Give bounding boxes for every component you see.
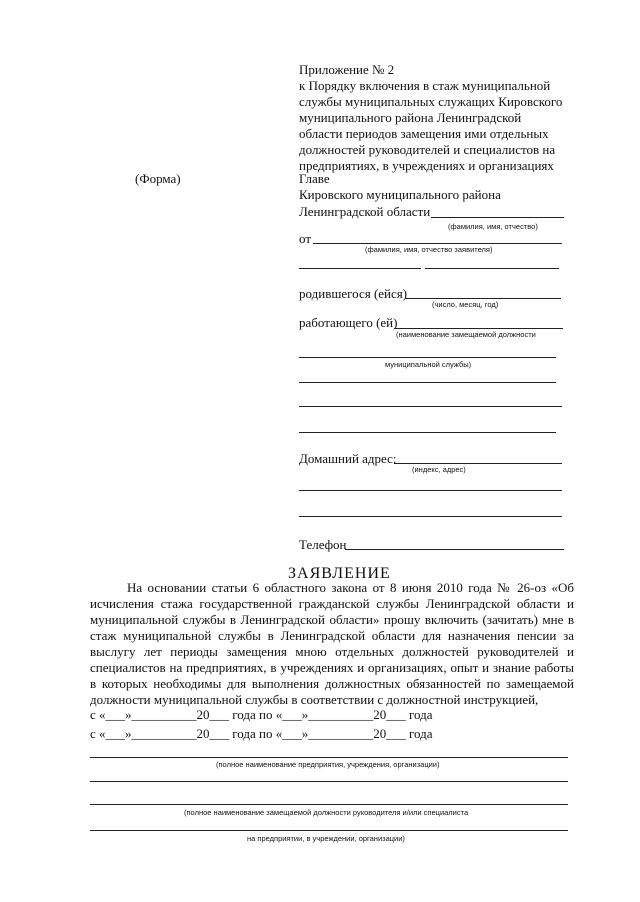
form-label: (Форма) bbox=[135, 171, 181, 186]
appendix-line: к Порядку включения в стаж муниципальной bbox=[299, 78, 551, 93]
position-full-hint: (полное наименование замещаемой должности руководителя и/или специалиста bbox=[184, 808, 469, 817]
period-line: с «___»__________20___ года по «___»__________20___ года bbox=[90, 707, 433, 722]
statement-title: ЗАЯВЛЕНИЕ bbox=[288, 565, 391, 582]
position-field-5[interactable] bbox=[299, 432, 556, 433]
addressee-line: Кировского муниципального района bbox=[299, 187, 501, 202]
applicant-hint: (фамилия, имя, отчество заявителя) bbox=[365, 245, 493, 254]
appendix-line: службы муниципальных служащих Кировского bbox=[299, 94, 563, 109]
at-enterprise-hint: на предприятии, в учреждении, организации) bbox=[247, 834, 405, 843]
born-label: родившегося (ейся) bbox=[299, 286, 408, 301]
working-label: работающего (ей) bbox=[299, 315, 398, 330]
birth-date-field[interactable] bbox=[405, 298, 561, 299]
position-full-field[interactable] bbox=[90, 804, 568, 805]
date-hint: (число, месяц, год) bbox=[432, 300, 499, 309]
applicant-name-field-2a[interactable] bbox=[299, 268, 421, 269]
statement-text: На основании статьи 6 областного закона от 8 июня 2010 года № 26-оз «Об исчисления стажа государственной гражданской службы Ленинградской области и муниципальной службы в Ленинградской области» прошу включить (зачитать) мне в стаж муниципальной службы в Ленинградской области для назначения пенсии за выслугу лет периоды замещения мною отдельных должностей руководителей и специалистов на предприятиях, в учреждениях и организациях, опыт и знание работы в которых необходимы для выполнения должностных обязанностей по замещаемой должности муниципальной службы в соответствии с должностной инструкцией, bbox=[90, 580, 574, 707]
position-field-4[interactable] bbox=[299, 406, 562, 407]
applicant-name-field-2b[interactable] bbox=[425, 268, 559, 269]
enterprise-field[interactable] bbox=[90, 757, 568, 758]
statement-paragraph bbox=[90, 580, 574, 708]
period-line: с «___»__________20___ года по «___»__________20___ года bbox=[90, 726, 433, 741]
addressee-line: Главе bbox=[299, 171, 330, 186]
fio-field[interactable] bbox=[431, 217, 564, 218]
address-label: Домашний адрес: bbox=[299, 451, 397, 466]
position-field-3[interactable] bbox=[299, 382, 556, 383]
position-field[interactable] bbox=[394, 328, 563, 329]
address-field-2[interactable] bbox=[299, 490, 562, 491]
enterprise-field-2[interactable] bbox=[90, 781, 568, 782]
service-hint: муниципальной службы) bbox=[385, 360, 472, 369]
addressee-line: Ленинградской области bbox=[299, 204, 431, 219]
from-label: от bbox=[299, 231, 312, 246]
phone-label: Телефон bbox=[299, 537, 347, 552]
position-hint: (наименование замещаемой должности bbox=[396, 330, 536, 339]
position-full-field-2[interactable] bbox=[90, 830, 568, 831]
address-field[interactable] bbox=[394, 463, 562, 464]
fio-hint: (фамилия, имя, отчество) bbox=[448, 222, 538, 231]
appendix-line: предприятиях, в учреждениях и организациях bbox=[299, 158, 554, 173]
enterprise-hint: (полное наименование предприятия, учреждения, организации) bbox=[216, 760, 440, 769]
address-hint: (индекс, адрес) bbox=[412, 465, 466, 474]
appendix-line: муниципального района Ленинградской bbox=[299, 110, 522, 125]
position-field-2[interactable] bbox=[299, 357, 556, 358]
appendix-line: должностей руководителей и специалистов на bbox=[299, 142, 556, 157]
applicant-name-field[interactable] bbox=[313, 243, 562, 244]
appendix-line: области периодов замещения ими отдельных bbox=[299, 126, 549, 141]
phone-field[interactable] bbox=[345, 549, 564, 550]
appendix-header bbox=[299, 62, 562, 174]
appendix-line: Приложение № 2 bbox=[299, 62, 395, 77]
address-field-3[interactable] bbox=[299, 516, 562, 517]
